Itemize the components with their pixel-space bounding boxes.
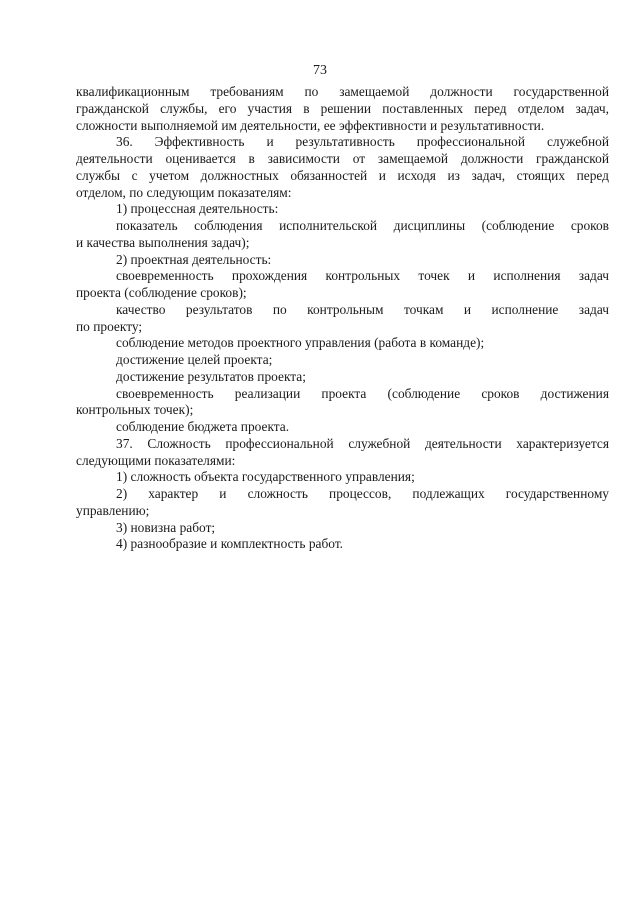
text-line: 4) разнообразие и комплектность работ.: [116, 536, 344, 552]
text-line: достижение целей проекта;: [116, 352, 273, 367]
text-line: 2) проектная деятельность:: [116, 251, 272, 267]
text-line: достижение результатов проекта;: [116, 368, 306, 384]
text-line: квалификационным требованиям по замещаемой должности государственной: [76, 84, 609, 99]
text-line: гражданской службы, его участия в решении поставленных перед отделом задач,: [76, 100, 609, 116]
body-text: [76, 84, 609, 553]
text-line: службы с учетом должностных обязанностей и исходя из задач, стоящих перед: [76, 167, 609, 183]
text-line: своевременность прохождения контрольных точек и исполнения задач: [116, 268, 609, 284]
text-line: управлению;: [76, 502, 150, 518]
page-number: 73: [313, 63, 327, 78]
text-line: и качества выполнения задач);: [76, 234, 250, 250]
text-line: 1) сложность объекта государственного управления;: [116, 469, 415, 485]
text-line: сложности выполняемой им деятельности, ее эффективности и результативности.: [76, 117, 545, 133]
text-line: 37. Сложность профессиональной служебной деятельности характеризуется: [116, 435, 609, 451]
text-line: 1) процессная деятельность:: [116, 201, 279, 217]
text-line: 36. Эффективность и результативность профессиональной служебной: [116, 134, 609, 150]
text-line: соблюдение бюджета проекта.: [116, 419, 290, 434]
text-line: отделом, по следующим показателям:: [76, 184, 292, 200]
text-line: по проекту;: [76, 318, 143, 334]
text-line: своевременность реализации проекта (соблюдение сроков достижения: [116, 385, 609, 401]
text-line: качество результатов по контрольным точкам и исполнение задач: [116, 301, 609, 317]
text-line: следующими показателями:: [76, 452, 236, 468]
text-line: показатель соблюдения исполнительской дисциплины (соблюдение сроков: [116, 218, 609, 233]
text-line: контрольных точек);: [76, 402, 194, 418]
text-line: соблюдение методов проектного управления (работа в команде);: [116, 335, 485, 351]
text-line: проекта (соблюдение сроков);: [76, 285, 247, 300]
text-line: 2) характер и сложность процессов, подлежащих государственному: [116, 486, 609, 501]
text-line: 3) новизна работ;: [116, 519, 216, 535]
text-line: деятельности оценивается в зависимости от замещаемой должности гражданской: [76, 151, 609, 166]
